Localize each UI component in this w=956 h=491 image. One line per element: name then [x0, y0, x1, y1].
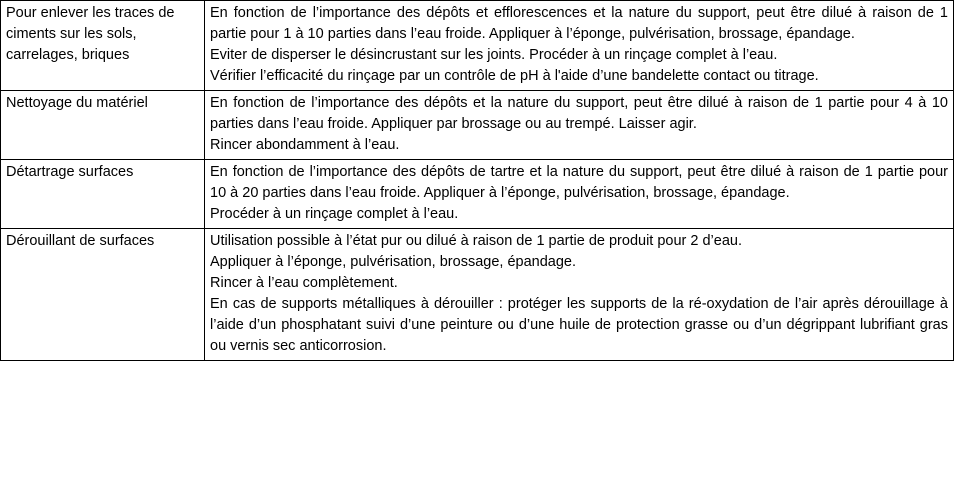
description-paragraph: Vérifier l’efficacité du rinçage par un contrôle de pH à l'aide d’une bandelette contact ou titrage. [210, 68, 819, 84]
description-paragraph: Rincer abondamment à l’eau. [210, 137, 400, 153]
description-paragraph: En cas de supports métalliques à dérouiller : protéger les supports de la ré-oxydation de l’air après dérouillage à l’aide d’un phosphatant suivi d’une peinture ou d’une huile de protection grasse ou d’un dégrippant lubrifiant gras ou vernis sec anticorrosion. [210, 296, 948, 354]
table-row [1, 91, 954, 160]
description-paragraph: Rincer à l’eau complètement. [210, 275, 398, 291]
description-paragraph: Utilisation possible à l’état pur ou dilué à raison de 1 partie de produit pour 2 d’eau. [210, 233, 743, 249]
row-description [205, 1, 954, 91]
table-row [1, 160, 954, 229]
description-paragraph: En fonction de l’importance des dépôts de tartre et la nature du support, peut être dilué à raison de 1 partie pour 10 à 20 parties dans l’eau froide. Appliquer à l’éponge, pulvérisation, brossage, épandage. [210, 164, 948, 201]
description-paragraph: Procéder à un rinçage complet à l’eau. [210, 206, 459, 222]
row-label: Dérouillant de surfaces [1, 229, 205, 361]
row-description [205, 91, 954, 160]
description-paragraph: Appliquer à l’éponge, pulvérisation, brossage, épandage. [210, 254, 576, 270]
row-label: Détartrage surfaces [1, 160, 205, 229]
description-paragraph: Eviter de disperser le désincrustant sur les joints. Procéder à un rinçage complet à l’eau. [210, 47, 778, 63]
description-paragraph: En fonction de l’importance des dépôts et la nature du support, peut être dilué à raison de 1 partie pour 4 à 10 parties dans l’eau froide. Appliquer par brossage ou au trempé. Laisser agir. [210, 95, 948, 132]
row-description [205, 160, 954, 229]
row-description [205, 229, 954, 361]
row-label: Pour enlever les traces de ciments sur les sols, carrelages, briques [1, 1, 205, 91]
row-label: Nettoyage du matériel [1, 91, 205, 160]
table-row [1, 1, 954, 91]
description-paragraph: En fonction de l’importance des dépôts et efflorescences et la nature du support, peut être dilué à raison de 1 partie pour 1 à 10 parties dans l’eau froide. Appliquer à l’éponge, pulvérisation, brossage, épandage. [210, 5, 948, 42]
table-row [1, 229, 954, 361]
